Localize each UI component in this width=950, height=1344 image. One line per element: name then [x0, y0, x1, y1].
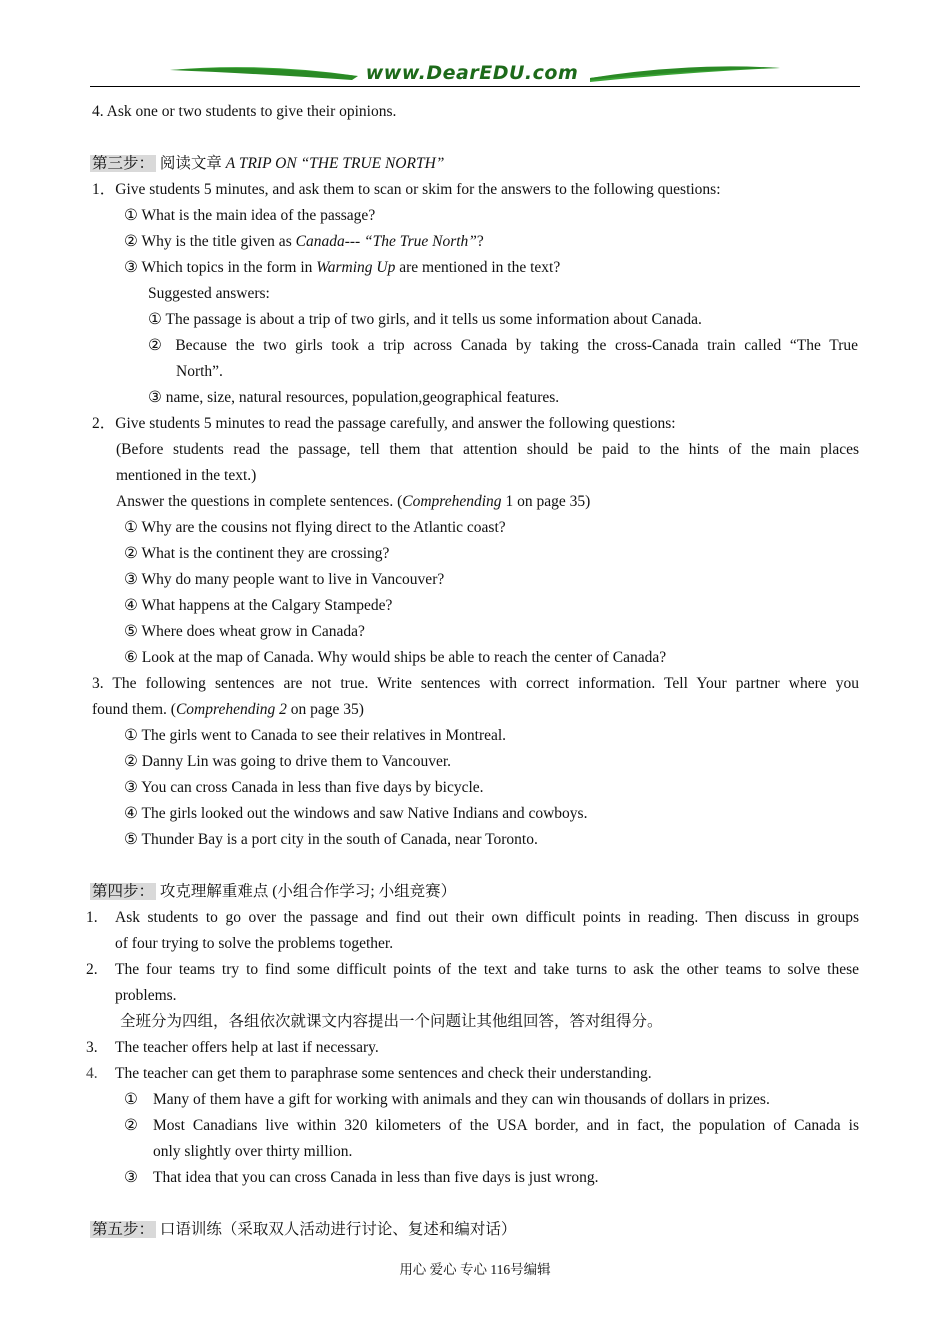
list-item: ⑤ Thunder Bay is a port city in the south of Canada, near Toronto.	[124, 831, 538, 848]
list-number: 2.	[86, 961, 98, 978]
list-item: The four teams try to find some difficult points of the text and take turns to ask the other teams to solve these	[115, 961, 859, 978]
list-item: ② What is the continent they are crossing?	[124, 545, 390, 562]
text-line: 2．Give students 5 minutes to read the passage carefully, and answer the following questions:	[92, 415, 676, 432]
list-number: 4.	[86, 1065, 98, 1082]
step-text: 攻克理解重难点 (小组合作学习; 小组竞赛）	[156, 883, 457, 900]
site-logo: www.DearEDU.com	[365, 62, 579, 84]
list-item: ① The girls went to Canada to see their relatives in Montreal.	[124, 727, 507, 744]
text-line: 1．Give students 5 minutes, and ask them to scan or skim for the answers to the following questions:	[92, 181, 721, 198]
list-item: ⑥ Look at the map of Canada. Why would ships be able to reach the center of Canada?	[124, 649, 667, 666]
list-item: ③ Which topics in the form in Warming Up are mentioned in the text?	[124, 259, 561, 276]
list-item: ② Danny Lin was going to drive them to Vancouver.	[124, 753, 451, 770]
step-label: 第四步：	[92, 883, 155, 900]
header-rule	[90, 86, 860, 87]
list-item: ① What is the main idea of the passage?	[124, 207, 376, 224]
text-line: North”.	[176, 363, 223, 380]
step-label: 第三步：	[92, 155, 155, 172]
list-item: ④ What happens at the Calgary Stampede?	[124, 597, 393, 614]
list-item: ③ name, size, natural resources, population,geographical features.	[148, 389, 560, 406]
text-line: of four trying to solve the problems together.	[115, 935, 394, 952]
list-number: 1.	[86, 909, 98, 926]
list-item: That idea that you can cross Canada in less than five days is just wrong.	[153, 1169, 599, 1186]
page-header	[90, 60, 860, 90]
text-line: mentioned in the text.)	[116, 467, 257, 484]
text-line: Suggested answers:	[148, 285, 270, 302]
list-number: ③	[124, 1169, 138, 1186]
list-number: 3.	[86, 1039, 98, 1056]
list-number: ②	[124, 1117, 138, 1134]
passage-title: A TRIP ON “THE TRUE NORTH”	[225, 155, 445, 172]
step-heading-5	[90, 1220, 516, 1240]
step-heading-3	[90, 154, 444, 174]
list-number: ①	[124, 1091, 138, 1108]
text-line: 全班分为四组，各组依次就课文内容提出一个问题让其他组回答，答对组得分。	[120, 1013, 663, 1030]
text-line: found them. (Comprehending 2 on page 35)	[92, 701, 364, 718]
list-item: ② Why is the title given as Canada--- “The True North”?	[124, 233, 484, 250]
list-item: Ask students to go over the passage and find out their own difficult points in reading. Then discuss in groups	[115, 909, 859, 926]
list-item: ① The passage is about a trip of two girls, and it tells us some information about Canada.	[148, 311, 702, 328]
list-item: Many of them have a gift for working with animals and they can win thousands of dollars in prizes.	[153, 1091, 770, 1108]
text-line: problems.	[115, 987, 177, 1004]
page-footer: 用心 爱心 专心 116号编辑	[399, 1262, 551, 1277]
step-text: 阅读文章	[156, 155, 226, 172]
list-item: The teacher can get them to paraphrase some sentences and check their understanding.	[115, 1065, 652, 1082]
step-text: 口语训练（采取双人活动进行讨论、复述和编对话）	[156, 1221, 517, 1238]
text-line: (Before students read the passage, tell them that attention should be paid to the hints of the main places	[116, 441, 859, 458]
list-item: ③ You can cross Canada in less than five days by bicycle.	[124, 779, 484, 796]
text-line: 3. The following sentences are not true. Write sentences with correct information. Tell Your partner where you	[92, 675, 859, 692]
list-item: ② Because the two girls took a trip across Canada by taking the cross-Canada train called “The True	[148, 337, 858, 354]
list-item: Most Canadians live within 320 kilometers of the USA border, and in fact, the population of Canada is	[153, 1117, 859, 1134]
text-line: 4. Ask one or two students to give their opinions.	[92, 103, 397, 120]
step-label: 第五步：	[92, 1221, 155, 1238]
list-item: ⑤ Where does wheat grow in Canada?	[124, 623, 365, 640]
text-line: Answer the questions in complete sentences. (Comprehending 1 on page 35)	[116, 493, 591, 510]
list-item: ③ Why do many people want to live in Vancouver?	[124, 571, 445, 588]
list-item: ① Why are the cousins not flying direct to the Atlantic coast?	[124, 519, 506, 536]
step-heading-4	[90, 882, 456, 902]
text-line: only slightly over thirty million.	[153, 1143, 353, 1160]
list-item: ④ The girls looked out the windows and saw Native Indians and cowboys.	[124, 805, 588, 822]
list-item: The teacher offers help at last if necessary.	[115, 1039, 379, 1056]
